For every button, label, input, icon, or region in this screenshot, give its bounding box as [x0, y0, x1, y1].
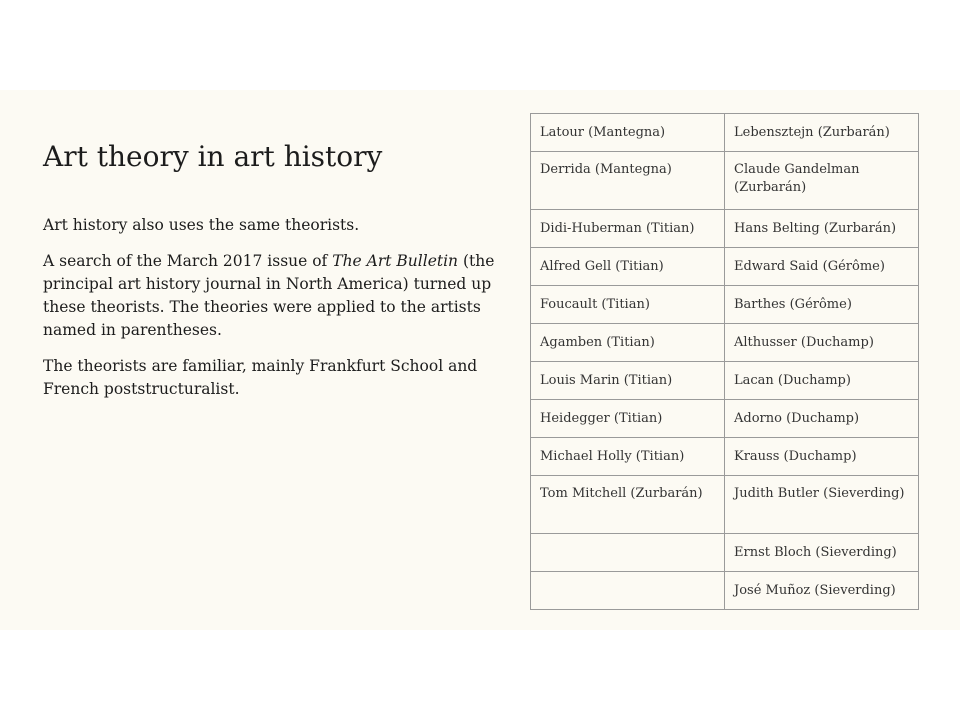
table-cell: Adorno (Duchamp)	[725, 400, 919, 438]
table-cell: Judith Butler (Sieverding)	[725, 476, 919, 534]
table-cell: Edward Said (Gérôme)	[725, 248, 919, 286]
table-cell: Heidegger (Titian)	[531, 400, 725, 438]
table-row	[531, 114, 919, 152]
slide-body	[43, 214, 498, 414]
paragraph-intro: Art history also uses the same theorists.	[43, 216, 360, 234]
table-row	[531, 438, 919, 476]
table-row	[531, 572, 919, 610]
table-row	[531, 210, 919, 248]
slide-title: Art theory in art history	[43, 140, 383, 173]
table-cell: Ernst Bloch (Sieverding)	[725, 534, 919, 572]
theorist-table	[530, 113, 919, 610]
table-row	[531, 248, 919, 286]
slide	[0, 90, 960, 630]
table-row	[531, 400, 919, 438]
table-cell: Barthes (Gérôme)	[725, 286, 919, 324]
table-cell: Foucault (Titian)	[531, 286, 725, 324]
table-cell: Didi-Huberman (Titian)	[531, 210, 725, 248]
table-row	[531, 286, 919, 324]
table-cell	[531, 572, 725, 610]
table-cell: Tom Mitchell (Zurbarán)	[531, 476, 725, 534]
table-row	[531, 534, 919, 572]
table-cell: Alfred Gell (Titian)	[531, 248, 725, 286]
table-cell: Louis Marin (Titian)	[531, 362, 725, 400]
paragraph-search-lead: A search of the March 2017 issue of	[43, 252, 333, 270]
table-row	[531, 362, 919, 400]
table-cell: Claude Gandelman (Zurbarán)	[725, 152, 919, 210]
paragraph-search	[43, 250, 498, 342]
table-cell	[531, 534, 725, 572]
table-cell: José Muñoz (Sieverding)	[725, 572, 919, 610]
paragraph-search-rest: (the principal art history journal in North America) turned up these theorists. The theories were applied to the artists named in parentheses.	[43, 252, 495, 339]
table-cell: Latour (Mantegna)	[531, 114, 725, 152]
table-row	[531, 476, 919, 534]
paragraph-conclusion: The theorists are familiar, mainly Frankfurt School and French poststructuralist.	[43, 357, 478, 398]
table-cell: Althusser (Duchamp)	[725, 324, 919, 362]
table-row	[531, 324, 919, 362]
table-cell: Agamben (Titian)	[531, 324, 725, 362]
table-cell: Derrida (Mantegna)	[531, 152, 725, 210]
table-cell: Krauss (Duchamp)	[725, 438, 919, 476]
table-cell: Hans Belting (Zurbarán)	[725, 210, 919, 248]
table-cell: Lebensztejn (Zurbarán)	[725, 114, 919, 152]
table-row	[531, 152, 919, 210]
journal-title: The Art Bulletin	[332, 252, 459, 270]
table-cell: Michael Holly (Titian)	[531, 438, 725, 476]
table-cell: Lacan (Duchamp)	[725, 362, 919, 400]
